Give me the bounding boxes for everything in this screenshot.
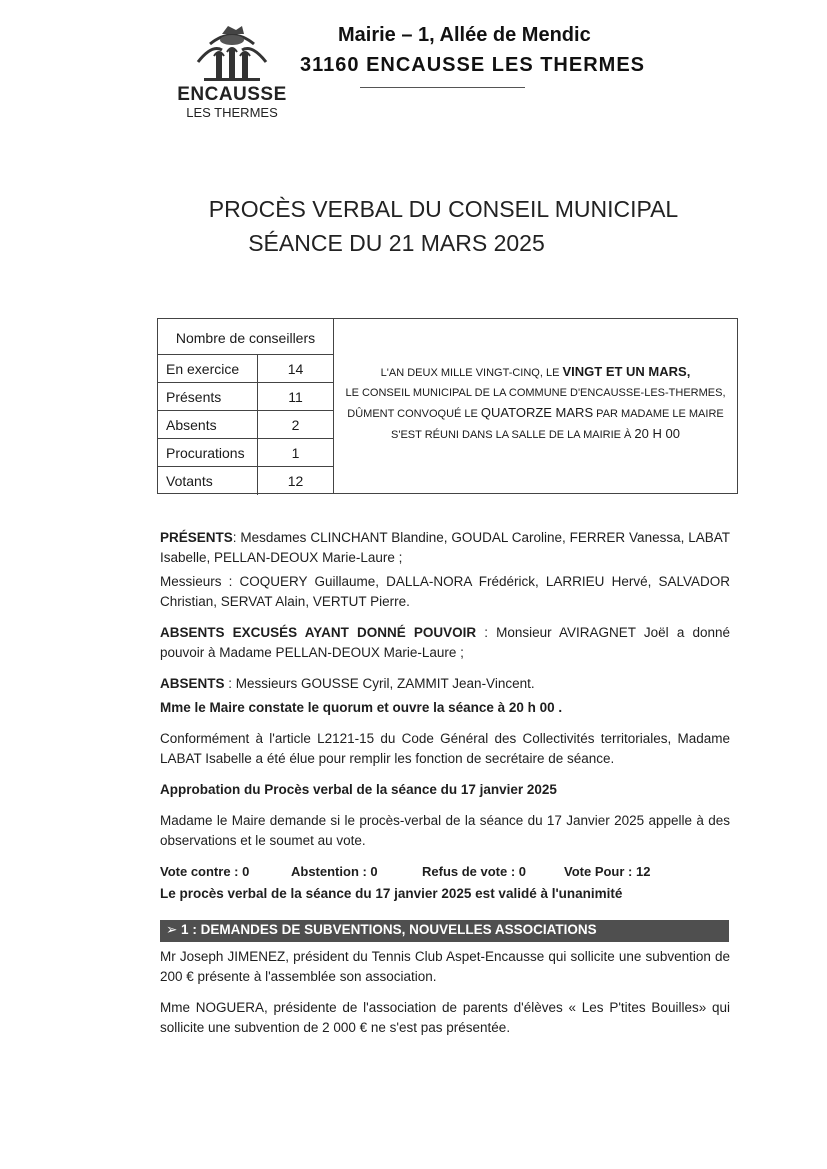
intro-text: DÛMENT CONVOQUÉ LE (347, 407, 481, 420)
address-line-1: Mairie – 1, Allée de Mendic (338, 24, 591, 46)
town-emblem-icon (192, 22, 272, 84)
intro-text: S'EST RÉUNI DANS LA SALLE DE LA MAIRIE À (391, 428, 635, 441)
counts-header: Nombre de conseillers (158, 319, 333, 355)
logo-town-name: ENCAUSSE (177, 84, 287, 105)
municipal-logo (168, 22, 296, 132)
count-label: Présents (158, 383, 258, 410)
approbation-paragraph: Madame le Maire demande si le procès-verbal de la séance du 17 Janvier 2025 appelle à des observations et le soumet au vote. (160, 813, 730, 848)
vote-refus: Refus de vote : 0 (422, 864, 527, 879)
intro-line-3 (347, 403, 723, 424)
section-1-paragraph-1: Mr Joseph JIMENEZ, président du Tennis Club Aspet-Encausse qui sollicite une subvention de 200 € présente à l'assemblée son association. (160, 949, 730, 984)
count-row-votants (158, 467, 333, 495)
excuses-text: : Monsieur AVIRAGNET Joël a donné pouvoir à Madame PELLAN-DEOUX Marie-Laure ; (160, 625, 730, 660)
count-row-procurations (158, 439, 333, 467)
count-value: 1 (291, 445, 300, 461)
section-1-body (160, 947, 730, 1049)
intro-line-4 (391, 424, 680, 445)
count-label: Absents (158, 411, 258, 438)
logo-town-subtitle: LES THERMES (186, 105, 278, 120)
quorum-statement: Mme le Maire constate le quorum et ouvre la séance à 20 h 00 . (160, 700, 563, 715)
intro-line-2: LE CONSEIL MUNICIPAL DE LA COMMUNE D'ENCAUSSE-LES-THERMES, (345, 386, 726, 399)
validation-statement: Le procès verbal de la séance du 17 janvier 2025 est validé à l'unanimité (160, 886, 623, 901)
intro-convocation-date: QUATORZE MARS (480, 404, 594, 420)
intro-text: PAR MADAME LE MAIRE (593, 407, 724, 420)
approbation-heading: Approbation du Procès verbal de la séance du 17 janvier 2025 (160, 782, 557, 797)
section-1-paragraph-2: Mme NOGUERA, présidente de l'association de parents d'élèves « Les P'tites Bouilles» qui sollicite une subvention de 2 000 € ne s'est pas présentée. (160, 1000, 730, 1035)
absents-paragraph (160, 674, 730, 694)
vote-pour: Vote Pour : 12 (564, 864, 651, 879)
intro-text: L'AN DEUX MILLE VINGT-CINQ, LE (380, 366, 563, 379)
count-row-presents (158, 383, 333, 411)
count-row-absents (158, 411, 333, 439)
secretaire-paragraph: Conformément à l'article L2121-15 du Code Général des Collectivités territoriales, Madame LABAT Isabelle a été élue pour remplir les fonction de secrétaire de séance. (160, 731, 730, 766)
vote-abstention: Abstention : 0 (291, 864, 378, 879)
section-1-heading: ➢ 1 : DEMANDES DE SUBVENTIONS, NOUVELLES ASSOCIATIONS (160, 920, 729, 942)
count-row-en-exercice (158, 355, 333, 383)
vote-contre: Vote contre : 0 (160, 864, 250, 879)
absents-label: ABSENTS (160, 676, 225, 691)
intro-line-1 (381, 362, 691, 383)
document-title: PROCÈS VERBAL DU CONSEIL MUNICIPAL (208, 196, 679, 222)
councillors-count-column (158, 319, 334, 493)
absents-text: : Messieurs GOUSSE Cyril, ZAMMIT Jean-Vincent. (224, 676, 535, 691)
presents-paragraph (160, 528, 730, 568)
messieurs-paragraph: Messieurs : COQUERY Guillaume, DALLA-NORA Frédérick, LARRIEU Hervé, SALVADOR Christian, SERVAT Alain, VERTUT Pierre. (160, 574, 730, 609)
address-line-2: 31160 ENCAUSSE LES THERMES (300, 54, 645, 76)
presents-text: : Mesdames CLINCHANT Blandine, GOUDAL Caroline, FERRER Vanessa, LABAT Isabelle, PELLAN-DEOUX Marie-Laure ; (160, 530, 730, 565)
count-label: En exercice (158, 355, 258, 382)
count-value: 14 (287, 361, 304, 377)
minutes-body (160, 528, 730, 915)
excuses-label: ABSENTS EXCUSÉS AYANT DONNÉ POUVOIR (160, 625, 477, 640)
count-value: 2 (291, 417, 300, 433)
intro-time: 20 H 00 (634, 425, 680, 441)
count-value: 11 (288, 389, 303, 405)
address-divider (360, 87, 525, 88)
count-label: Procurations (158, 439, 258, 466)
presents-label: PRÉSENTS (160, 530, 233, 545)
vote-results (160, 862, 730, 882)
session-intro-text (334, 319, 737, 493)
count-value: 12 (287, 473, 304, 489)
session-date-title: SÉANCE DU 21 MARS 2025 (248, 230, 545, 256)
councillors-summary-table (157, 318, 738, 494)
count-label: Votants (158, 467, 258, 495)
intro-date-bold: VINGT ET UN MARS, (562, 363, 691, 379)
absents-excuses-paragraph (160, 623, 730, 663)
